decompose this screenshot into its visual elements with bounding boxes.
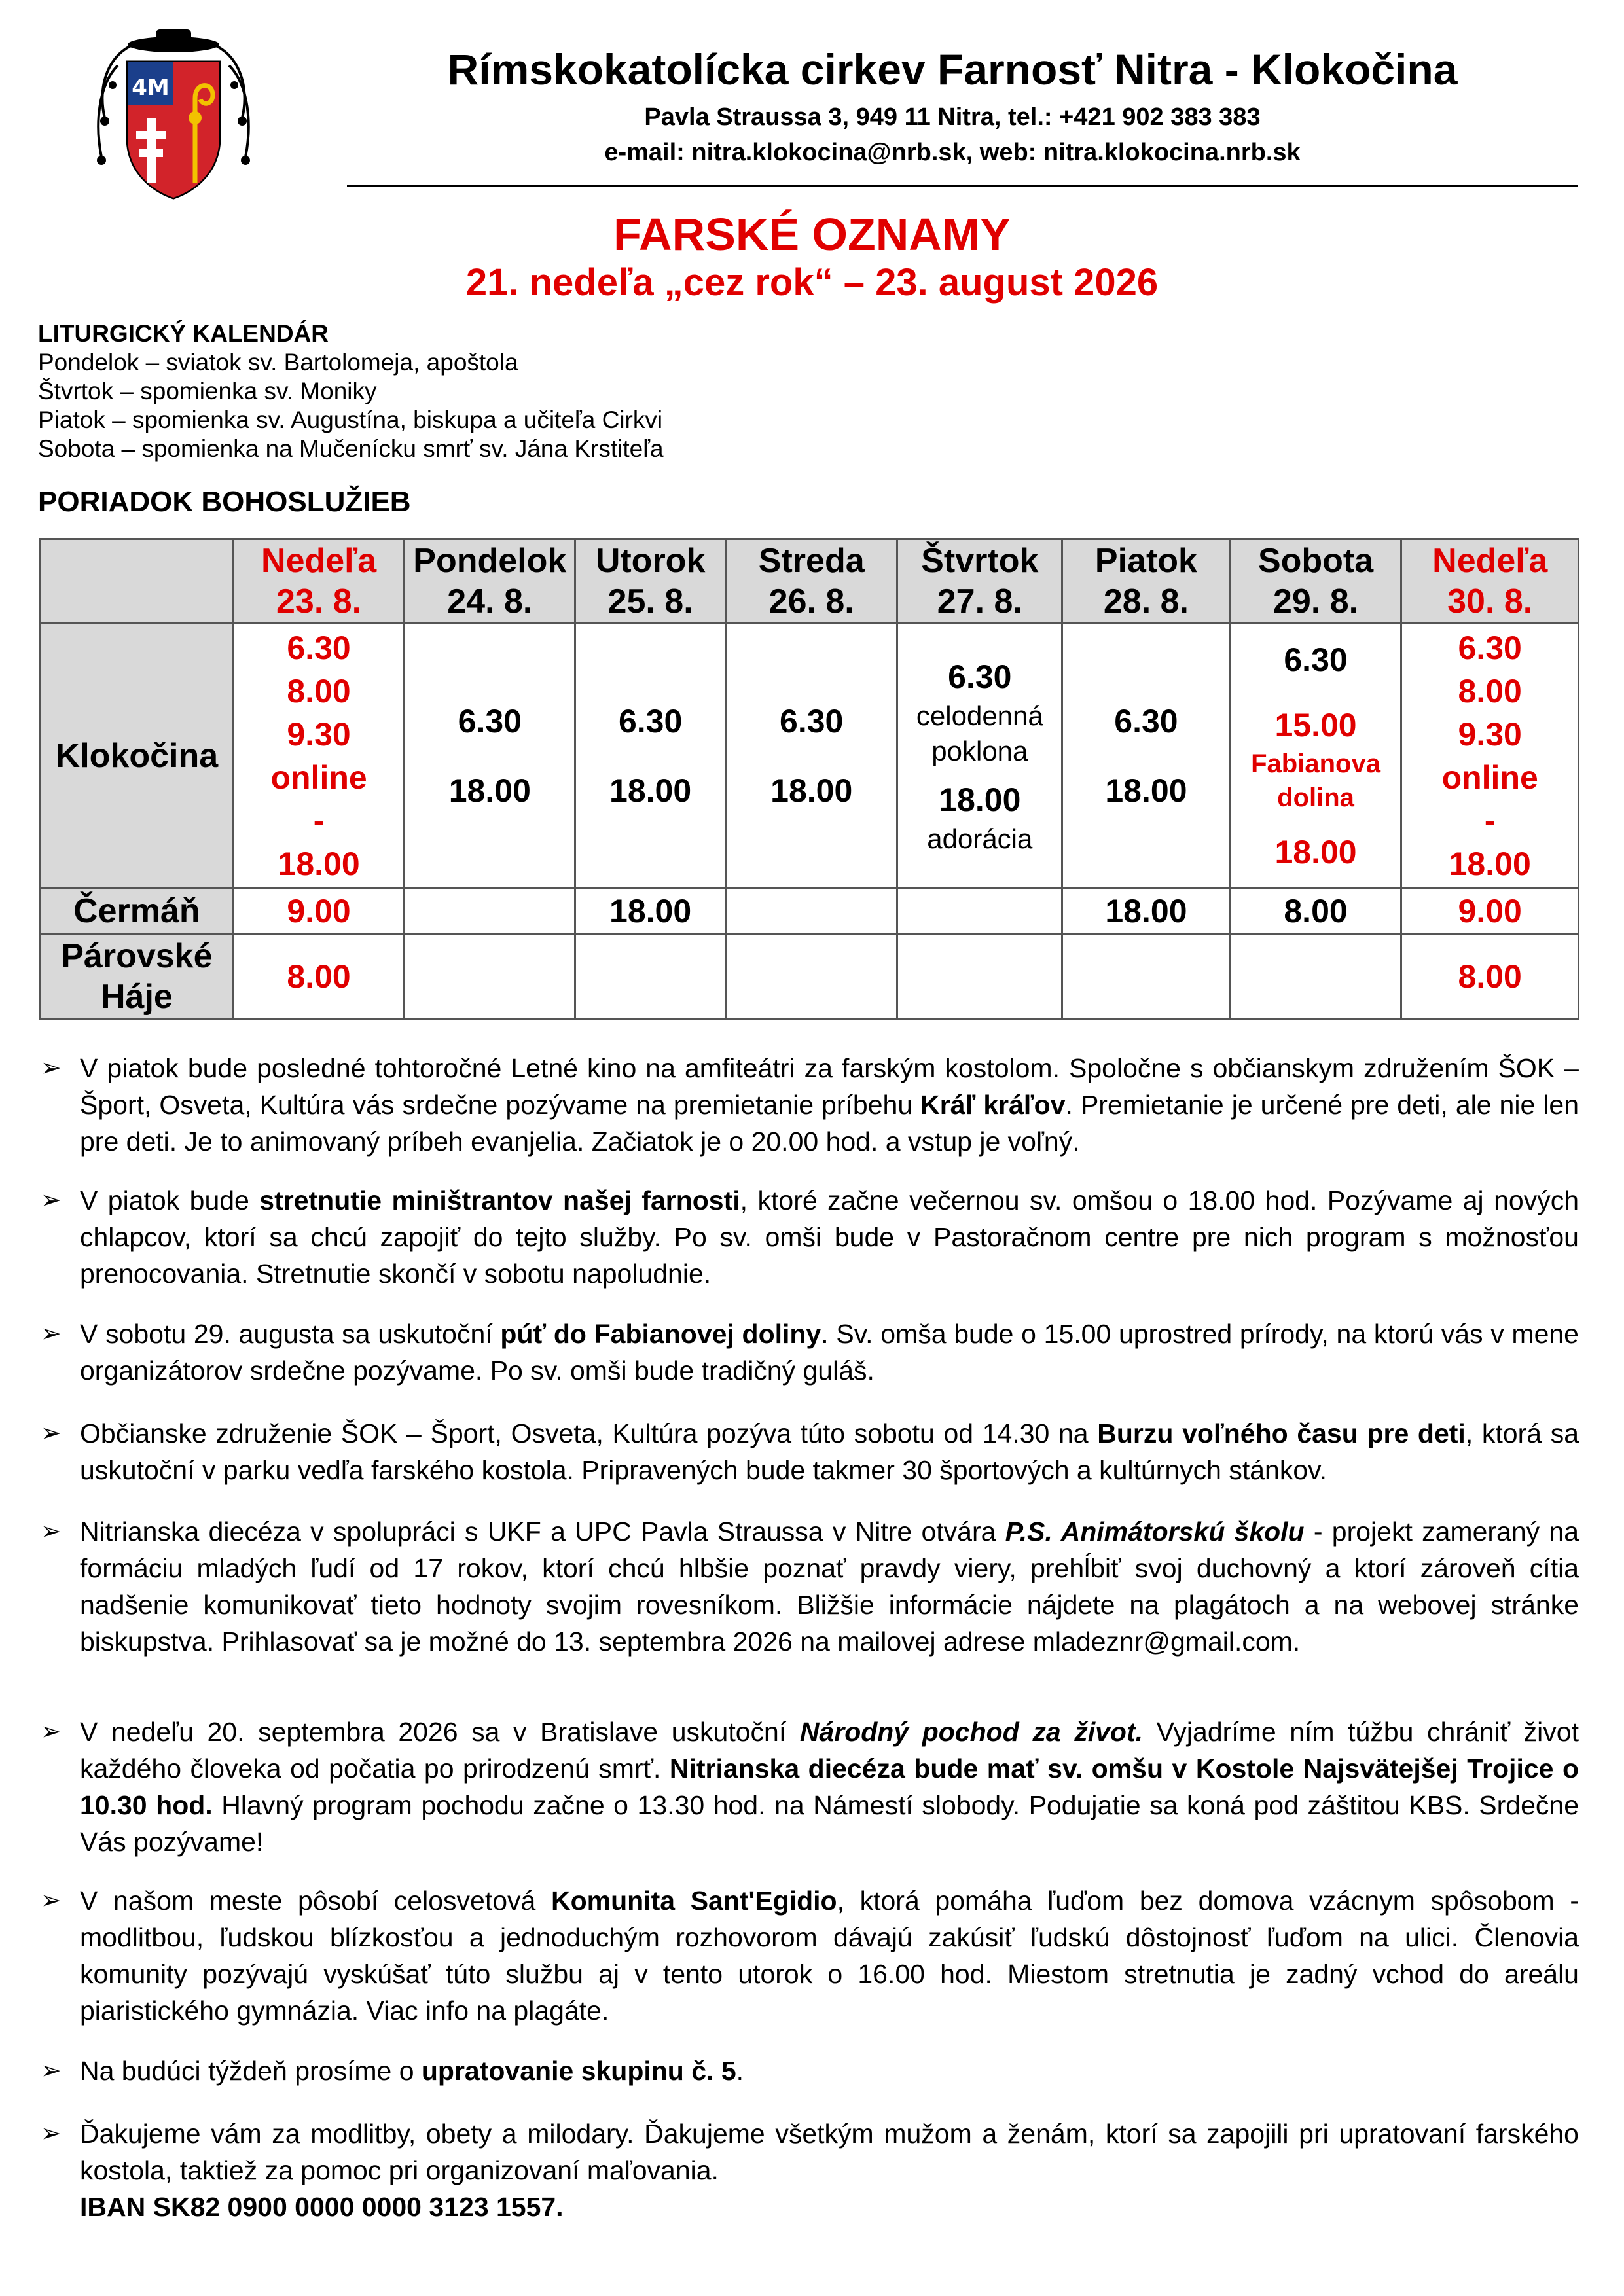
row-label: Klokočina: [41, 624, 234, 888]
schedule-cell: 18.00: [1062, 888, 1231, 934]
liturgical-item: Pondelok – sviatok sv. Bartolomeja, apoštola: [38, 349, 518, 376]
day-header: Sobota 29. 8.: [1230, 539, 1401, 624]
day-header: Pondelok 24. 8.: [405, 539, 575, 624]
schedule-cell: 8.00: [233, 934, 405, 1019]
schedule-cell: [405, 934, 575, 1019]
parish-name: Rímskokatolícka cirkev Farnosť Nitra - Klokočina: [447, 45, 1458, 94]
announcement-item: ➢ V piatok bude posledné tohtoročné Letné kino na amfiteátri za farským kostolom. Spoločne s občianskym združením ŠOK – Šport, Osveta, Kultúra vás srdečne pozývame na premietanie príbehu Kráľ kráľov. Premietanie je určené pre deti, ale nie len pre deti. Je to animovaný príbeh evanjelia. Začiatok je o 20.00 hod. a vstup je voľný.: [41, 1050, 1579, 1160]
schedule-cell: 18.00: [575, 888, 726, 934]
schedule-cell: 6.30 8.00 9.30 online - 18.00: [1401, 624, 1579, 888]
arrow-bullet-icon: ➢: [41, 1518, 62, 1545]
announcement-item: ➢ Na budúci týždeň prosíme o upratovanie skupinu č. 5.: [41, 2053, 1579, 2089]
arrow-bullet-icon: ➢: [41, 1718, 62, 1746]
arrow-bullet-icon: ➢: [41, 1054, 62, 1082]
announcement-item: ➢ V sobotu 29. augusta sa uskutoční púť do Fabianovej doliny. Sv. omša bude o 15.00 uprostred prírody, na ktorú vás v mene organizátorov srdečne pozývame. Po sv. omši bude tradičný guláš.: [41, 1316, 1579, 1389]
schedule-cell: [575, 934, 726, 1019]
arrow-bullet-icon: ➢: [41, 1187, 62, 1214]
parish-crest-icon: [79, 26, 268, 203]
schedule-cell: 8.00: [1401, 934, 1579, 1019]
row-label: Čermáň: [41, 888, 234, 934]
schedule-cell: [1230, 934, 1401, 1019]
schedule-heading: PORIADOK BOHOSLUŽIEB: [38, 486, 411, 518]
schedule-cell: 8.00: [1230, 888, 1401, 934]
announcement-item: ➢ V nedeľu 20. septembra 2026 sa v Bratislave uskutoční Národný pochod za život. Vyjadríme ním túžbu chrániť život každého človeka od počatia po prirodzenú smrť. Nitrianska diecéza bude mať sv. omšu v Kostole Najsvätejšej Trojice o 10.30 hod. Hlavný program pochodu začne o 13.30 hod. na Námestí slobody. Podujatie sa koná pod záštitou KBS. Srdečne Vás pozývame!: [41, 1713, 1579, 1860]
arrow-bullet-icon: ➢: [41, 1420, 62, 1447]
arrow-bullet-icon: ➢: [41, 2120, 62, 2147]
day-header: Streda 26. 8.: [725, 539, 897, 624]
parish-address: Pavla Straussa 3, 949 11 Nitra, tel.: +421 902 383 383: [644, 103, 1261, 131]
schedule-cell: 6.30 celodenná poklona 18.00 adorácia: [897, 624, 1062, 888]
day-header: Piatok 28. 8.: [1062, 539, 1231, 624]
announcement-item: ➢ V našom meste pôsobí celosvetová Komunita Sant'Egidio, ktorá pomáha ľuďom bez domova vzácnym spôsobom - modlitbou, ľudskou blízkosťou a jednoduchým rozhovorom dávajú zakúsiť ľudskú dôstojnosť ľuďom na ulici. Členovia komunity pozývajú vyskúšať túto službu aj v tento utorok o 16.00 hod. Miestom stretnutia je zadný vchod do areálu piaristického gymnázia. Viac info na plagáte.: [41, 1882, 1579, 2029]
page-title: FARSKÉ OZNAMY: [613, 209, 1011, 260]
schedule-row-cerman: [41, 888, 1579, 934]
schedule-row-parovske-haje: [41, 934, 1579, 1019]
schedule-cell: [405, 888, 575, 934]
schedule-cell: [1062, 934, 1231, 1019]
schedule-corner-cell: [41, 539, 234, 624]
schedule-row-klokocina: [41, 624, 1579, 888]
schedule-cell: 6.30 8.00 9.30 online - 18.00: [233, 624, 405, 888]
liturgical-item: Štvrtok – spomienka sv. Moniky: [38, 378, 377, 404]
row-label: Párovské Háje: [41, 934, 234, 1019]
parish-contact: e-mail: nitra.klokocina@nrb.sk, web: nitra.klokocina.nrb.sk: [604, 139, 1301, 166]
announcement-item: ➢ Občianske združenie ŠOK – Šport, Osveta, Kultúra pozýva túto sobotu od 14.30 na Burzu voľného času pre deti, ktorá sa uskutoční v parku vedľa farského kostola. Pripravených bude takmer 30 športových a kultúrnych stánkov.: [41, 1415, 1579, 1488]
schedule-cell: 9.00: [233, 888, 405, 934]
arrow-bullet-icon: ➢: [41, 1887, 62, 1914]
schedule-header-row: [41, 539, 1579, 624]
schedule-cell: 6.30 18.00: [1062, 624, 1231, 888]
liturgical-item: Sobota – spomienka na Mučenícku smrť sv. Jána Krstiteľa: [38, 435, 664, 462]
schedule-cell: [897, 934, 1062, 1019]
liturgical-item: Piatok – spomienka sv. Augustína, biskupa a učiteľa Cirkvi: [38, 406, 663, 433]
day-header: Nedeľa 23. 8.: [233, 539, 405, 624]
svg-text:4M: 4M: [132, 75, 170, 101]
announcement-item: ➢ Ďakujeme vám za modlitby, obety a milodary. Ďakujeme všetkým mužom a ženám, ktorí sa zapojili pri upratovaní farského kostola, taktiež za pomoc pri organizovaní maľovania. IBAN SK82 0900 0000 0000 3123 1557.: [41, 2115, 1579, 2225]
schedule-cell: 6.30 18.00: [405, 624, 575, 888]
schedule-cell: [725, 934, 897, 1019]
mass-schedule-table: [39, 538, 1579, 1020]
day-header: Nedeľa 30. 8.: [1401, 539, 1579, 624]
announcement-item: ➢ V piatok bude stretnutie miništrantov našej farnosti, ktoré začne večernou sv. omšou o 18.00 hod. Pozývame aj nových chlapcov, ktorí sa chcú zapojiť do tejto služby. Po sv. omši bude v Pastoračnom centre pre nich program s možnosťou prenocovania. Stretnutie skončí v sobotu napoludnie.: [41, 1182, 1579, 1292]
liturgical-calendar-heading: LITURGICKÝ KALENDÁR: [38, 320, 329, 347]
arrow-bullet-icon: ➢: [41, 1320, 62, 1348]
schedule-cell: 6.30 18.00: [575, 624, 726, 888]
header-divider: [347, 185, 1578, 187]
page-subtitle: 21. nedeľa „cez rok“ – 23. august 2026: [465, 261, 1159, 304]
arrow-bullet-icon: ➢: [41, 2057, 62, 2085]
day-header: Utorok 25. 8.: [575, 539, 726, 624]
schedule-cell: [725, 888, 897, 934]
schedule-cell: 6.30 18.00: [725, 624, 897, 888]
schedule-cell: [897, 888, 1062, 934]
day-header: Štvrtok 27. 8.: [897, 539, 1062, 624]
announcement-item: ➢ Nitrianska diecéza v spolupráci s UKF a UPC Pavla Straussa v Nitre otvára P.S. Animátorskú školu - projekt zameraný na formáciu mladých ľudí od 17 rokov, ktorí chcú hlbšie poznať pravdy viery, prehĺbiť svoj duchovný a ktorí zároveň cítia nadšenie komunikovať tieto hodnoty svojim rovesníkom. Bližšie informácie nájdete na plagátoch a na webovej stránke biskupstva. Prihlasovať sa je možné do 13. septembra 2026 na mailovej adrese mladeznr@gmail.com.: [41, 1513, 1579, 1660]
schedule-cell: 9.00: [1401, 888, 1579, 934]
iban-number: IBAN SK82 0900 0000 0000 3123 1557.: [80, 2192, 564, 2222]
schedule-cell: 6.30 15.00 Fabianova dolina 18.00: [1230, 624, 1401, 888]
liturgical-calendar: [38, 319, 954, 463]
